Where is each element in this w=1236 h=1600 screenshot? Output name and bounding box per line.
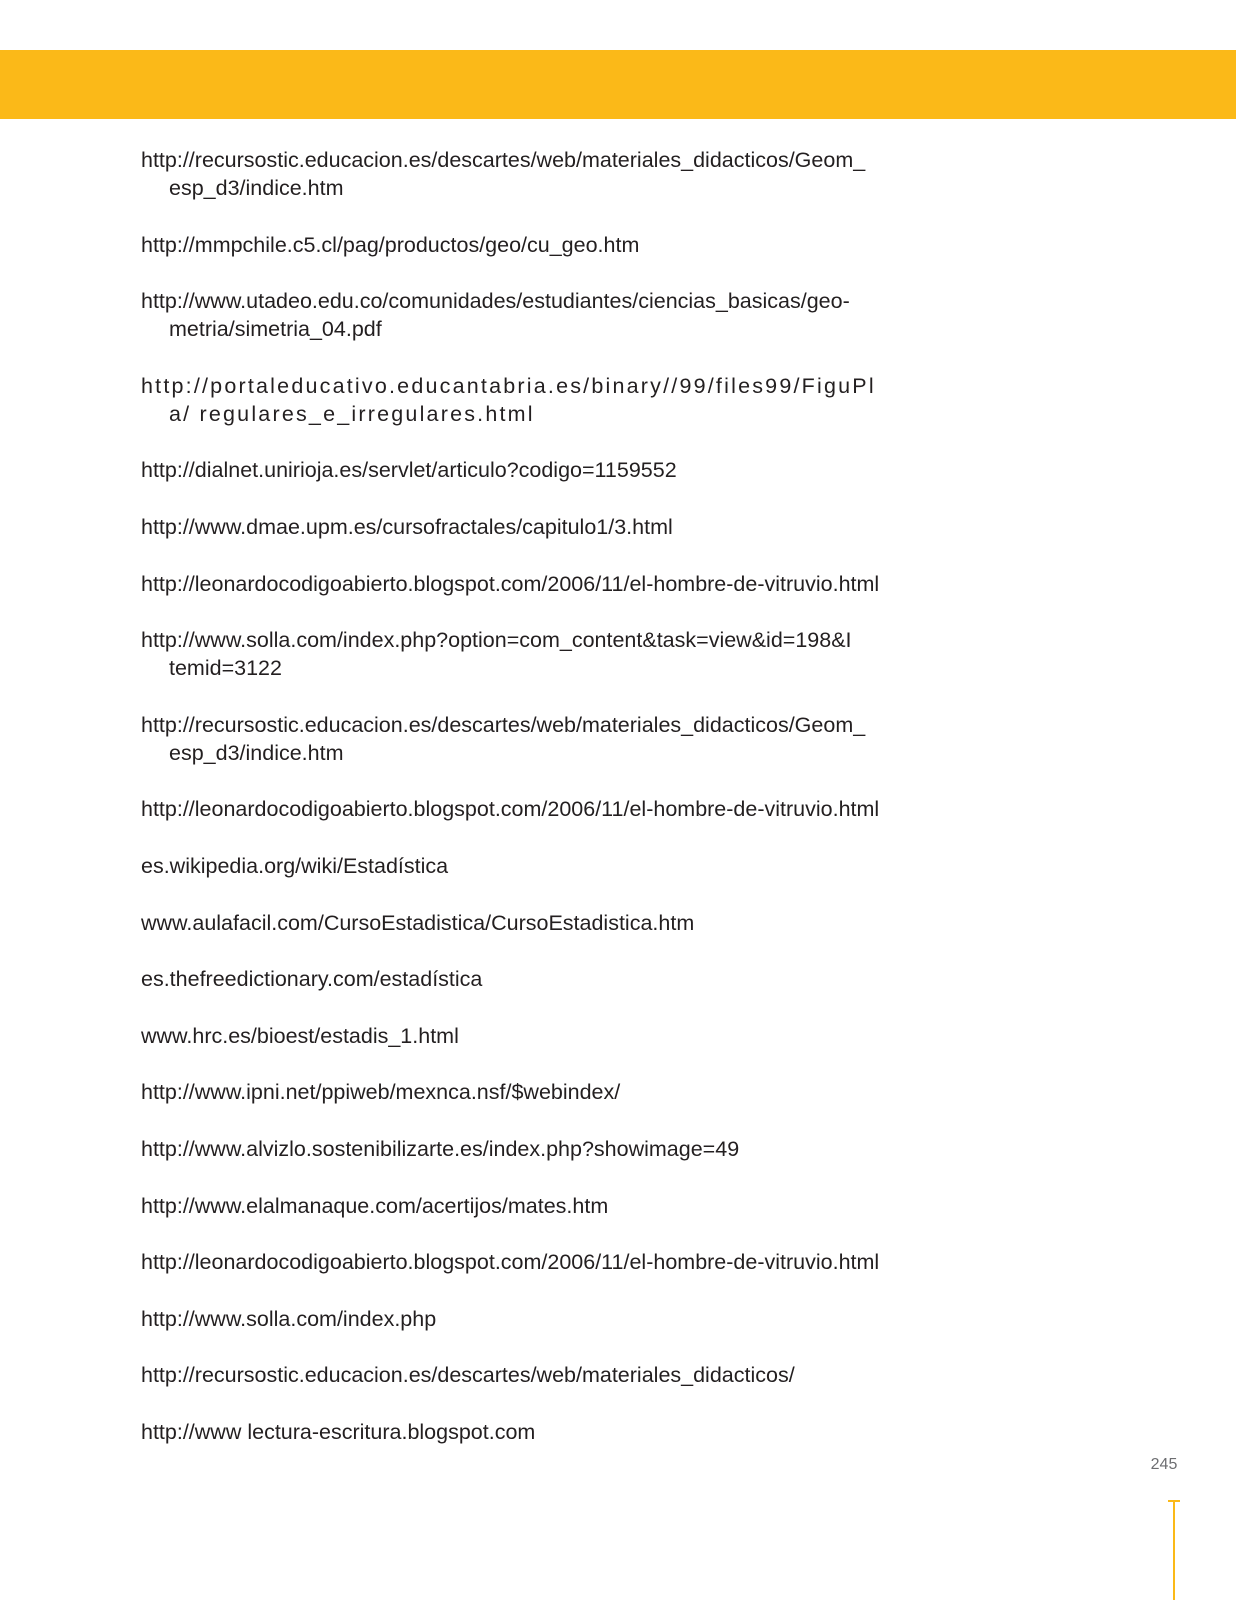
reference-link[interactable]: http://portaleducativo.educantabria.es/binary//99/files99/FiguPla/ regulares_e_irregulares.html <box>141 373 876 426</box>
reference-link[interactable]: http://recursostic.educacion.es/descartes/web/materiales_didacticos/Geom_ esp_d3/indice.htm <box>141 712 866 765</box>
reference-link[interactable]: http://leonardocodigoabierto.blogspot.com/2006/11/el-hombre-de-vitruvio.html <box>141 1250 880 1275</box>
corner-mark-stem <box>1173 1500 1175 1600</box>
reference-link[interactable]: http://www lectura-escritura.blogspot.com <box>141 1419 536 1444</box>
reference-link[interactable]: http://recursostic.educacion.es/descartes/web/materiales_didacticos/Geom_ esp_d3/indice.htm <box>141 148 866 200</box>
reference-link[interactable]: http://leonardocodigoabierto.blogspot.com/2006/11/el-hombre-de-vitruvio.html <box>141 797 880 822</box>
reference-link[interactable]: http://www.utadeo.edu.co/comunidades/estudiantes/ciencias_basicas/geo- metria/simetria_04.pdf <box>141 289 850 342</box>
reference-link[interactable]: http://www.alvizlo.sostenibilizarte.es/index.php?showimage=49 <box>141 1136 740 1161</box>
reference-list <box>141 146 881 1474</box>
reference-link[interactable]: http://leonardocodigoabierto.blogspot.com/2006/11/el-hombre-de-vitruvio.html <box>141 571 880 596</box>
reference-link[interactable]: es.thefreedictionary.com/estadística <box>141 967 483 992</box>
reference-link[interactable]: es.wikipedia.org/wiki/Estadística <box>141 853 449 878</box>
corner-mark <box>1168 1500 1182 1600</box>
reference-link[interactable]: http://www.dmae.upm.es/cursofractales/capitulo1/3.html <box>141 514 673 539</box>
page-number: 245 <box>1150 1456 1178 1473</box>
reference-link[interactable]: http://www.solla.com/index.php?option=com_content&task=view&id=198&I temid=3122 <box>141 628 852 681</box>
reference-link[interactable]: http://www.elalmanaque.com/acertijos/mates.htm <box>141 1193 609 1218</box>
reference-link[interactable]: http://www.ipni.net/ppiweb/mexnca.nsf/$webindex/ <box>141 1080 621 1105</box>
reference-link[interactable]: http://mmpchile.c5.cl/pag/productos/geo/cu_geo.htm <box>141 232 640 257</box>
reference-link[interactable]: www.hrc.es/bioest/estadis_1.html <box>141 1023 459 1048</box>
reference-link[interactable]: http://recursostic.educacion.es/descartes/web/materiales_didacticos/ <box>141 1363 795 1388</box>
reference-link[interactable]: www.aulafacil.com/CursoEstadistica/CursoEstadistica.htm <box>141 910 695 935</box>
header-band <box>0 50 1236 119</box>
reference-link[interactable]: http://www.solla.com/index.php <box>141 1306 437 1331</box>
reference-link[interactable]: http://dialnet.unirioja.es/servlet/articulo?codigo=1159552 <box>141 458 677 483</box>
